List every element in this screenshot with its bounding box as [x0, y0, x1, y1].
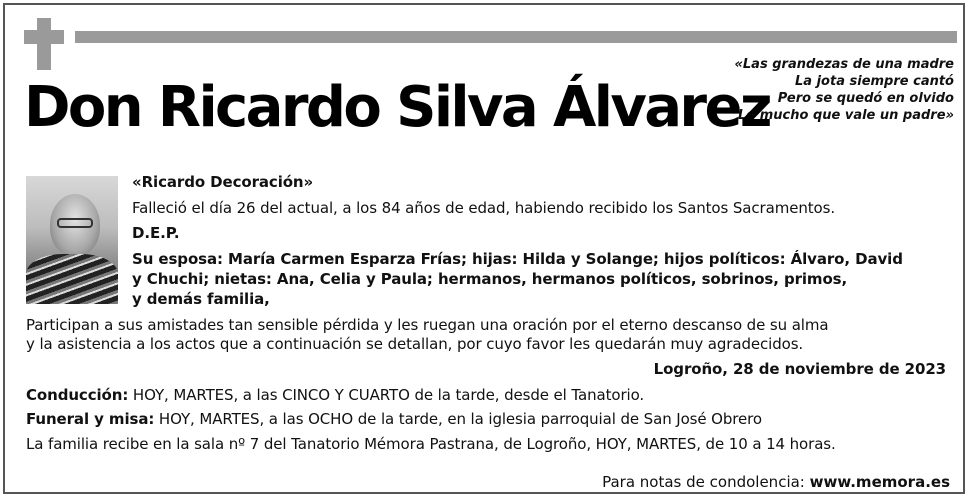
- family-line: y Chuchi; nietas: Ana, Celia y Paula; hermanos, hermanos políticos, sobrinos, primos,: [132, 270, 848, 288]
- funeral-label: Funeral y misa:: [26, 410, 155, 428]
- funeral-row: [26, 410, 762, 428]
- family-line: y demás familia,: [132, 290, 270, 308]
- dep-label: D.E.P.: [132, 224, 180, 242]
- conduccion-row: [26, 386, 644, 404]
- footer-site-link[interactable]: www.memora.es: [809, 473, 950, 491]
- funeral-text: HOY, MARTES, a las OCHO de la tarde, en la iglesia parroquial de San José Obrero: [154, 410, 762, 428]
- deceased-name: Don Ricardo Silva Álvarez: [24, 75, 770, 140]
- quote-line: Lo mucho que vale un padre»: [737, 108, 954, 123]
- condolence-footer: [602, 473, 950, 491]
- footer-label: Para notas de condolencia:: [602, 473, 810, 491]
- cross-icon: [37, 18, 51, 70]
- photo-glasses: [57, 218, 93, 228]
- reception-info: La familia recibe en la sala nº 7 del Tanatorio Mémora Pastrana, de Logroño, HOY, MARTES, de 10 a 14 horas.: [26, 435, 836, 453]
- quote-line: La jota siempre cantó: [795, 74, 954, 89]
- family-line: Su esposa: María Carmen Esparza Frías; hijas: Hilda y Solange; hijos políticos: Álvaro, David: [132, 250, 903, 268]
- nickname: «Ricardo Decoración»: [132, 173, 314, 191]
- conduccion-text: HOY, MARTES, a las CINCO Y CUARTO de la tarde, desde el Tanatorio.: [128, 386, 645, 404]
- quote-line: Pero se quedó en olvido: [777, 91, 954, 106]
- invitation-line: y la asistencia a los actos que a continuación se detallan, por cuyo favor les quedarán muy agradecidos.: [26, 335, 804, 353]
- header-rule: [75, 31, 957, 43]
- photo-body: [26, 254, 118, 304]
- death-notice: Falleció el día 26 del actual, a los 84 años de edad, habiendo recibido los Santos Sacramentos.: [132, 199, 835, 217]
- place-date: Logroño, 28 de noviembre de 2023: [653, 360, 946, 378]
- conduccion-label: Conducción:: [26, 386, 129, 404]
- quote-line: «Las grandezas de una madre: [734, 57, 954, 72]
- invitation-line: Participan a sus amistades tan sensible pérdida y les ruegan una oración por el eterno descanso de su alma: [26, 316, 829, 334]
- deceased-photo: [26, 176, 118, 304]
- cross-icon-bar: [24, 30, 64, 44]
